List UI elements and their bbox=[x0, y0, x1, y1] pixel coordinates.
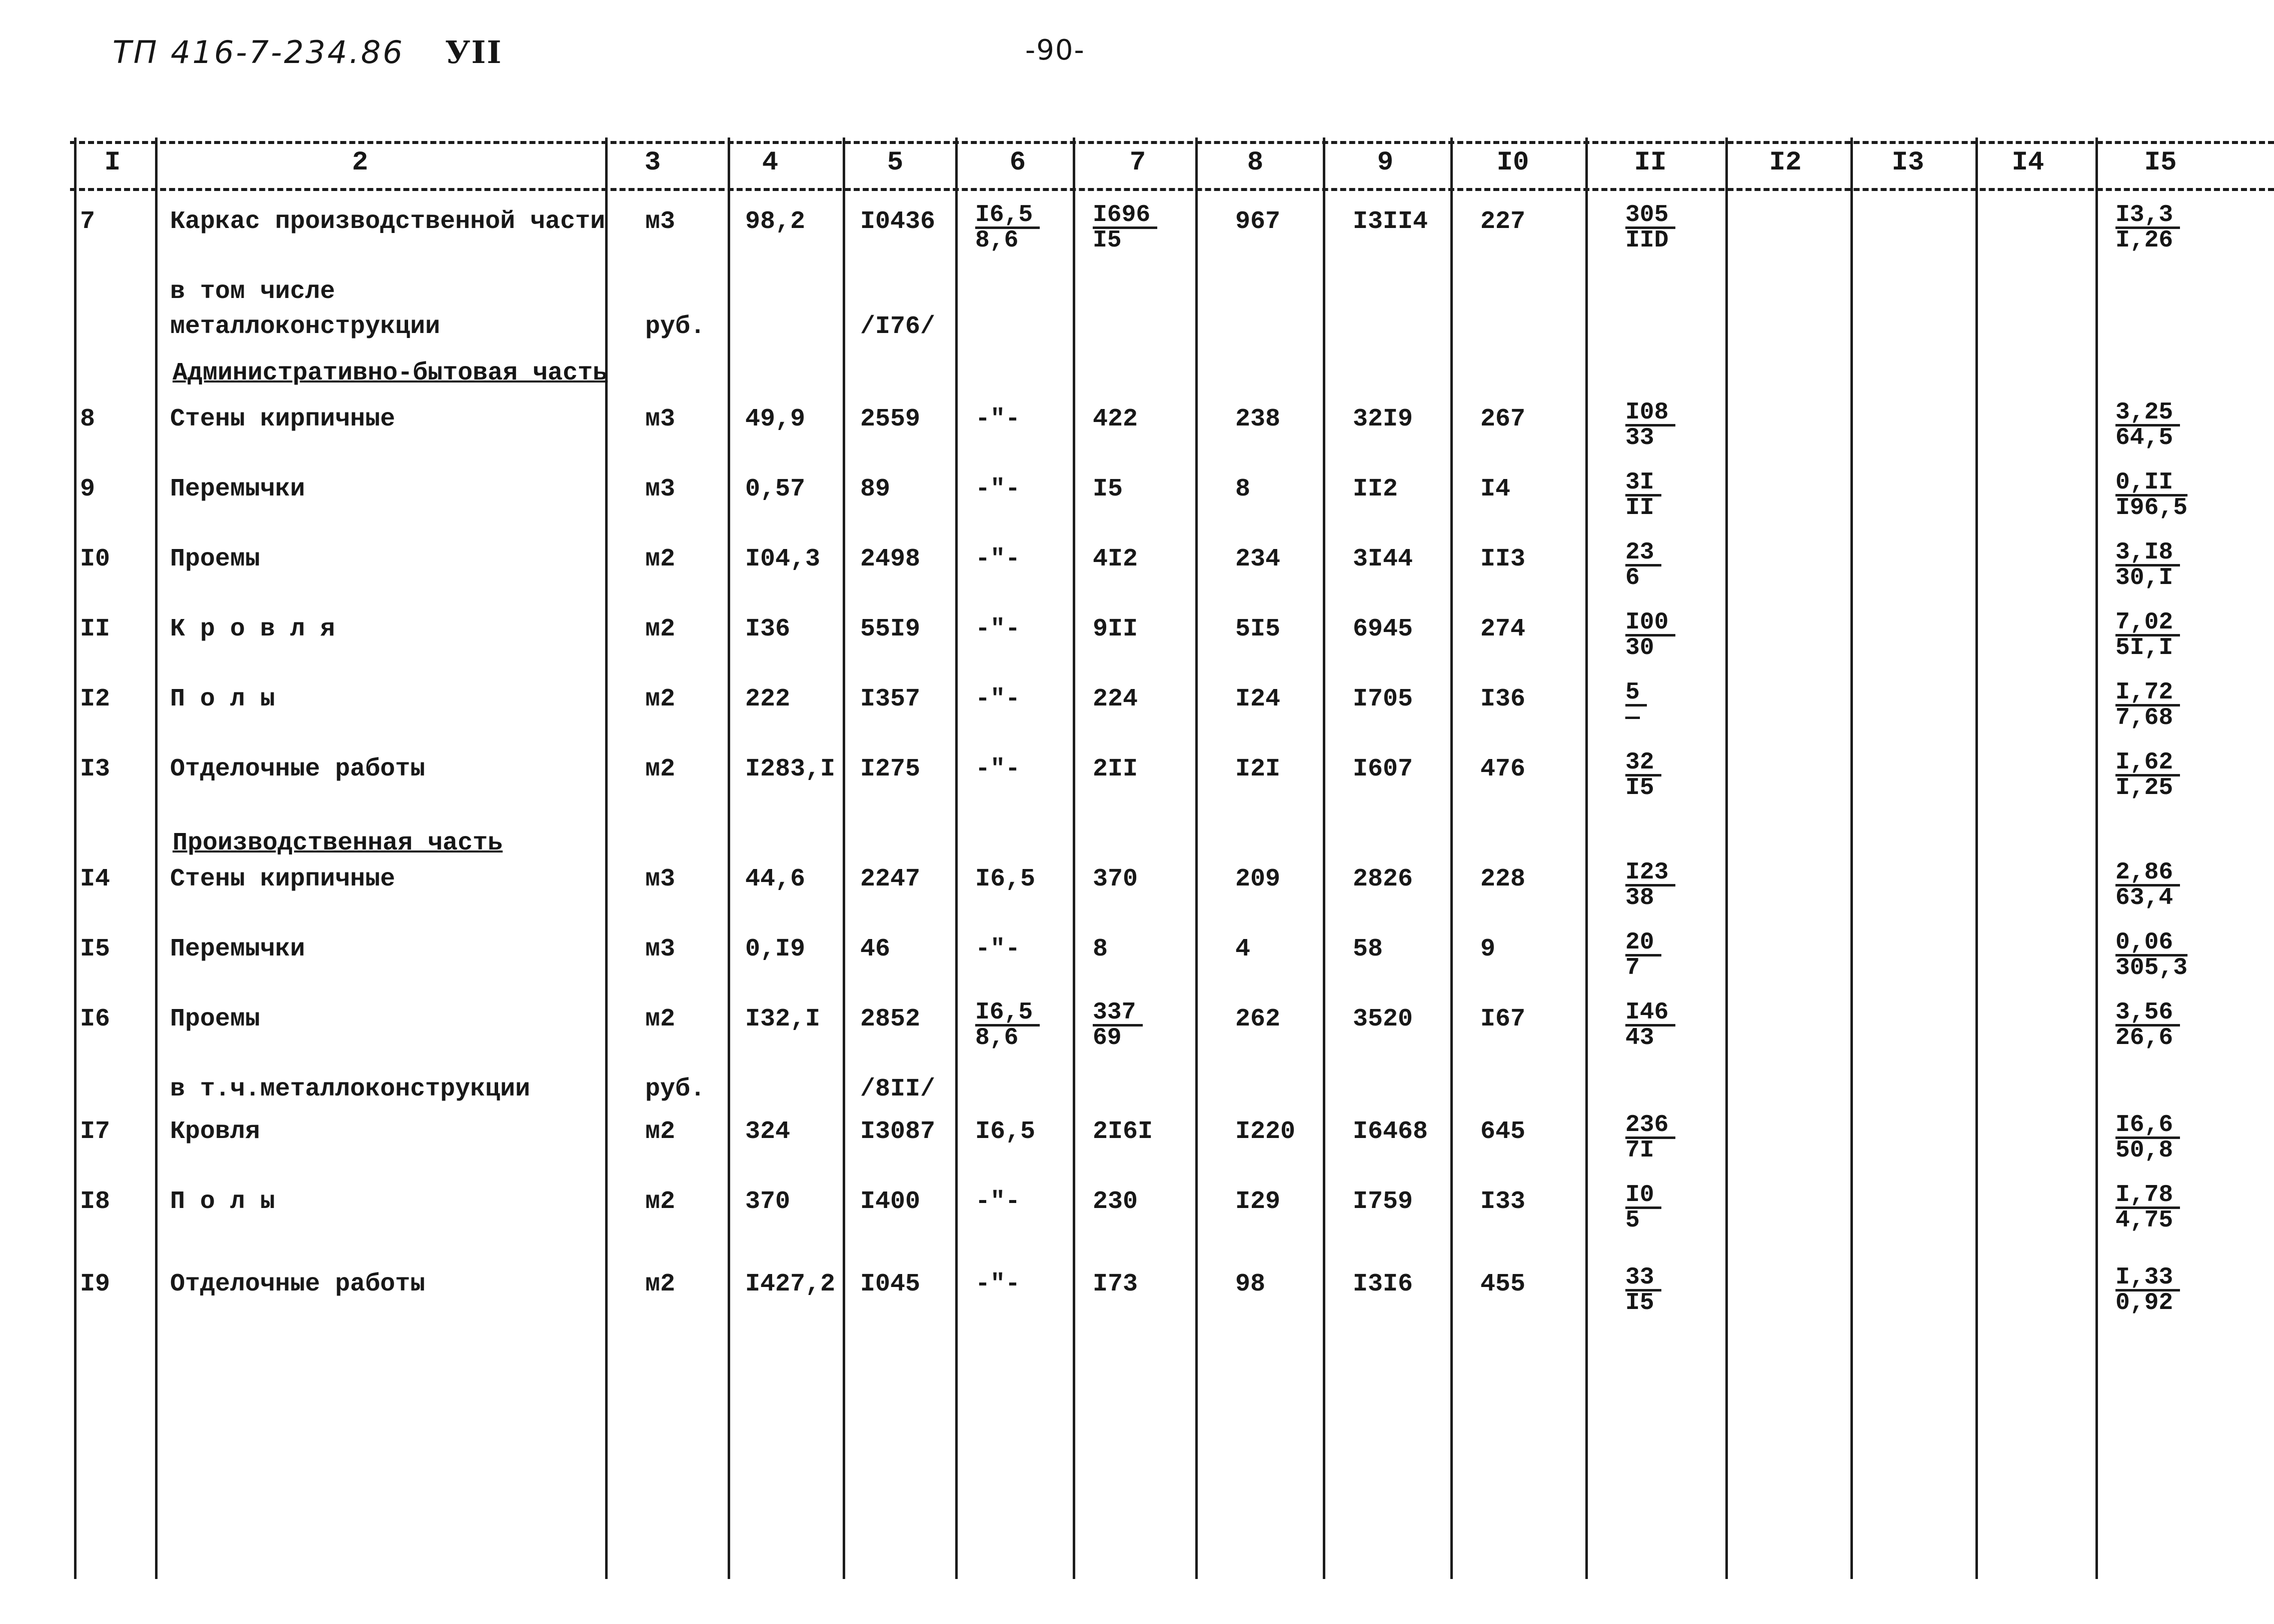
table-cell: 4 bbox=[1235, 935, 1251, 964]
column-rule bbox=[1725, 138, 1728, 1579]
table-cell: -"- bbox=[975, 615, 1021, 644]
fraction-denominator: 63,4 bbox=[2115, 884, 2173, 912]
fraction-denominator: 8,6 bbox=[975, 227, 1019, 254]
fraction-cell bbox=[1625, 471, 1661, 520]
fraction-numerator: 33 bbox=[1625, 1266, 1661, 1292]
table-cell: 227 bbox=[1480, 208, 1526, 236]
fraction-numerator: 5 bbox=[1625, 681, 1647, 706]
table-cell: I0436 bbox=[860, 208, 936, 236]
table-cell: I5 bbox=[1093, 475, 1123, 504]
row-unit: м3 bbox=[645, 405, 676, 434]
row-name: Проемы bbox=[170, 545, 261, 574]
fraction-cell bbox=[1625, 931, 1661, 980]
table-cell: I607 bbox=[1353, 755, 1413, 784]
table-cell: 476 bbox=[1480, 755, 1526, 784]
table-cell: 8 bbox=[1093, 935, 1108, 964]
fraction-cell bbox=[1093, 1001, 1143, 1050]
table-cell: I36 bbox=[745, 615, 791, 644]
table-cell: II3 bbox=[1480, 545, 1526, 574]
column-rule bbox=[1850, 138, 1853, 1579]
table-cell: I2I bbox=[1235, 755, 1281, 784]
fraction-numerator: 0,06 bbox=[2115, 931, 2187, 956]
table-cell: I427,2 bbox=[745, 1270, 836, 1298]
row-unit: м2 bbox=[645, 755, 676, 784]
table-cell: 370 bbox=[745, 1188, 791, 1216]
row-number: I8 bbox=[80, 1188, 111, 1216]
fraction-numerator: 0,II bbox=[2115, 471, 2187, 496]
table-cell: I36 bbox=[1480, 685, 1526, 714]
section-title-admin: Административно-бытовая часть bbox=[173, 359, 608, 388]
row-unit: м2 bbox=[645, 545, 676, 574]
column-rule bbox=[955, 138, 958, 1579]
row-unit: м2 bbox=[645, 615, 676, 644]
fraction-numerator: 337 bbox=[1093, 1001, 1143, 1026]
fraction-denominator: 7I bbox=[1625, 1137, 1654, 1164]
fraction-denominator: 64,5 bbox=[2115, 424, 2173, 452]
fraction-cell bbox=[2115, 681, 2180, 730]
fraction-numerator: I,72 bbox=[2115, 681, 2180, 706]
table-cell: 230 bbox=[1093, 1188, 1138, 1216]
row-name: Проемы bbox=[170, 1005, 261, 1034]
row-number: I6 bbox=[80, 1005, 111, 1034]
table-cell: 267 bbox=[1480, 405, 1526, 434]
table-cell: I67 bbox=[1480, 1005, 1526, 1034]
fraction-denominator: 4,75 bbox=[2115, 1207, 2173, 1234]
fraction-denominator: 43 bbox=[1625, 1024, 1654, 1052]
row-name: металлоконструкции bbox=[170, 312, 441, 341]
table-cell: I3087 bbox=[860, 1118, 936, 1146]
table-cell: 3520 bbox=[1353, 1005, 1413, 1034]
table-cell: II2 bbox=[1353, 475, 1398, 504]
column-number: I bbox=[104, 148, 121, 178]
table-cell: -"- bbox=[975, 1188, 1021, 1216]
table-cell: I3I6 bbox=[1353, 1270, 1413, 1298]
fraction-denominator: 7 bbox=[1625, 954, 1640, 982]
column-number: I5 bbox=[2144, 148, 2177, 178]
table-cell: 46 bbox=[860, 935, 891, 964]
table-cell: 455 bbox=[1480, 1270, 1526, 1298]
fraction-numerator: I,33 bbox=[2115, 1266, 2180, 1292]
fraction-denominator: — bbox=[1625, 704, 1640, 732]
fraction-cell bbox=[975, 204, 1040, 252]
document-code: ТП 416-7-234.86 bbox=[113, 34, 405, 70]
fraction-numerator: I6,5 bbox=[975, 204, 1040, 229]
column-number: 3 bbox=[644, 148, 661, 178]
fraction-denominator: 69 bbox=[1093, 1024, 1122, 1052]
fraction-numerator: 3,25 bbox=[2115, 401, 2180, 426]
row-unit: м3 bbox=[645, 208, 676, 236]
row-unit: м2 bbox=[645, 1005, 676, 1034]
table-cell: I04,3 bbox=[745, 545, 821, 574]
column-rule bbox=[605, 138, 608, 1579]
row-name: Стены кирпичные bbox=[170, 865, 396, 894]
table-cell: -"- bbox=[975, 475, 1021, 504]
fraction-cell bbox=[1625, 1266, 1661, 1314]
row-number: II bbox=[80, 615, 111, 644]
fraction-denominator: 5 bbox=[1625, 1207, 1640, 1234]
table-cell: I275 bbox=[860, 755, 921, 784]
fraction-cell bbox=[1625, 751, 1661, 800]
row-number: I5 bbox=[80, 935, 111, 964]
table-cell: 2826 bbox=[1353, 865, 1413, 894]
fraction-denominator: 305,3 bbox=[2115, 954, 2188, 982]
table-cell: I759 bbox=[1353, 1188, 1413, 1216]
table-cell: I357 bbox=[860, 685, 921, 714]
table-cell: I705 bbox=[1353, 685, 1413, 714]
fraction-cell bbox=[1625, 681, 1647, 730]
table-cell: -"- bbox=[975, 755, 1021, 784]
fraction-denominator: 7,68 bbox=[2115, 704, 2173, 732]
table-cell: 32I9 bbox=[1353, 405, 1413, 434]
table-cell: 58 bbox=[1353, 935, 1383, 964]
fraction-denominator: 33 bbox=[1625, 424, 1654, 452]
column-number: 5 bbox=[887, 148, 904, 178]
column-number: 6 bbox=[1009, 148, 1026, 178]
fraction-denominator: I5 bbox=[1093, 227, 1122, 254]
column-number: 8 bbox=[1247, 148, 1264, 178]
row-unit: м2 bbox=[645, 1270, 676, 1298]
fraction-denominator: 38 bbox=[1625, 884, 1654, 912]
fraction-numerator: 2,86 bbox=[2115, 861, 2180, 886]
fraction-numerator: 3I bbox=[1625, 471, 1661, 496]
fraction-denominator: 30 bbox=[1625, 634, 1654, 662]
row-number: I7 bbox=[80, 1118, 111, 1146]
fraction-numerator: I,62 bbox=[2115, 751, 2180, 776]
fraction-numerator: 3,I8 bbox=[2115, 541, 2180, 566]
table-cell: 222 bbox=[745, 685, 791, 714]
fraction-numerator: I6,6 bbox=[2115, 1114, 2180, 1139]
fraction-denominator: 5I,I bbox=[2115, 634, 2173, 662]
fraction-cell bbox=[1625, 861, 1675, 910]
fraction-cell bbox=[2115, 401, 2180, 450]
fraction-numerator: I0 bbox=[1625, 1184, 1661, 1209]
row-name: Кровля bbox=[170, 1118, 261, 1146]
table-cell: 2498 bbox=[860, 545, 921, 574]
fraction-numerator: 20 bbox=[1625, 931, 1661, 956]
table-cell: I6,5 bbox=[975, 865, 1036, 894]
column-number: I2 bbox=[1769, 148, 1802, 178]
fraction-cell bbox=[1625, 1001, 1675, 1050]
table-cell: 645 bbox=[1480, 1118, 1526, 1146]
column-rule bbox=[1450, 138, 1453, 1579]
row-number: 9 bbox=[80, 475, 96, 504]
fraction-denominator: I,26 bbox=[2115, 227, 2173, 254]
table-cell: 9II bbox=[1093, 615, 1138, 644]
table-cell: I3II4 bbox=[1353, 208, 1428, 236]
table-cell: -"- bbox=[975, 405, 1021, 434]
row-name: Перемычки bbox=[170, 935, 306, 964]
column-rule bbox=[74, 138, 77, 1579]
row-number: I4 bbox=[80, 865, 111, 894]
fraction-numerator: I3,3 bbox=[2115, 204, 2180, 229]
column-rule bbox=[1195, 138, 1198, 1579]
table-cell: 98 bbox=[1235, 1270, 1266, 1298]
fraction-cell bbox=[1625, 611, 1675, 660]
row-name: Отделочные работы bbox=[170, 1270, 426, 1298]
row-number: I3 bbox=[80, 755, 111, 784]
fraction-numerator: I696 bbox=[1093, 204, 1157, 229]
table-cell: 8 bbox=[1235, 475, 1251, 504]
column-rule bbox=[1073, 138, 1075, 1579]
fraction-numerator: I46 bbox=[1625, 1001, 1675, 1026]
fraction-numerator: 32 bbox=[1625, 751, 1661, 776]
table-cell: 98,2 bbox=[745, 208, 806, 236]
fraction-denominator: I5 bbox=[1625, 774, 1654, 802]
table-cell: 89 bbox=[860, 475, 891, 504]
fraction-cell bbox=[2115, 751, 2180, 800]
row-number: 7 bbox=[80, 208, 96, 236]
row-name: в т.ч.металлоконструкции bbox=[170, 1075, 531, 1104]
fraction-numerator: 23 bbox=[1625, 541, 1661, 566]
fraction-numerator: I,78 bbox=[2115, 1184, 2180, 1209]
row-name: П о л ы bbox=[170, 685, 276, 714]
fraction-numerator: 3,56 bbox=[2115, 1001, 2180, 1026]
fraction-cell bbox=[2115, 1114, 2180, 1162]
table-cell: 370 bbox=[1093, 865, 1138, 894]
column-number: 7 bbox=[1129, 148, 1146, 178]
table-cell: 0,I9 bbox=[745, 935, 806, 964]
table-cell: 5I5 bbox=[1235, 615, 1281, 644]
column-rule bbox=[2095, 138, 2098, 1579]
header-top-rule bbox=[70, 141, 2274, 144]
row-unit: м3 bbox=[645, 475, 676, 504]
row-unit: руб. bbox=[645, 312, 706, 341]
table-cell: 224 bbox=[1093, 685, 1138, 714]
fraction-cell bbox=[1625, 401, 1675, 450]
fraction-cell bbox=[2115, 1001, 2180, 1050]
column-rule bbox=[155, 138, 158, 1579]
row-unit: руб. bbox=[645, 1075, 706, 1104]
table-cell: -"- bbox=[975, 935, 1021, 964]
row-unit: м2 bbox=[645, 1118, 676, 1146]
table-cell: 967 bbox=[1235, 208, 1281, 236]
fraction-cell bbox=[1625, 541, 1661, 590]
table-cell: 324 bbox=[745, 1118, 791, 1146]
section-title-production: Производственная часть bbox=[173, 829, 503, 858]
fraction-cell bbox=[2115, 931, 2187, 980]
column-number: 2 bbox=[352, 148, 369, 178]
fraction-cell bbox=[2115, 611, 2180, 660]
column-number: II bbox=[1634, 148, 1667, 178]
row-name: К р о в л я bbox=[170, 615, 336, 644]
fraction-cell bbox=[975, 1001, 1040, 1050]
column-rule bbox=[728, 138, 730, 1579]
fraction-cell bbox=[1625, 1184, 1661, 1232]
table-cell: 274 bbox=[1480, 615, 1526, 644]
fraction-numerator: I00 bbox=[1625, 611, 1675, 636]
fraction-cell bbox=[2115, 541, 2180, 590]
fraction-denominator: 26,6 bbox=[2115, 1024, 2173, 1052]
table-cell: 6945 bbox=[1353, 615, 1413, 644]
row-name: Каркас производственной части bbox=[170, 208, 606, 236]
table-cell: 3I44 bbox=[1353, 545, 1413, 574]
table-cell: I045 bbox=[860, 1270, 921, 1298]
row-name: Стены кирпичные bbox=[170, 405, 396, 434]
fraction-numerator: I23 bbox=[1625, 861, 1675, 886]
table-cell: 2852 bbox=[860, 1005, 921, 1034]
table-cell: 44,6 bbox=[745, 865, 806, 894]
table-cell: I220 bbox=[1235, 1118, 1296, 1146]
column-rule bbox=[843, 138, 845, 1579]
table-cell: I24 bbox=[1235, 685, 1281, 714]
table-cell: 209 bbox=[1235, 865, 1281, 894]
table-cell: I33 bbox=[1480, 1188, 1526, 1216]
table-cell: I6,5 bbox=[975, 1118, 1036, 1146]
row-unit: м2 bbox=[645, 1188, 676, 1216]
fraction-denominator: I96,5 bbox=[2115, 494, 2188, 522]
fraction-denominator: 30,I bbox=[2115, 564, 2173, 592]
row-name: П о л ы bbox=[170, 1188, 276, 1216]
column-rule bbox=[1975, 138, 1978, 1579]
table-cell: I32,I bbox=[745, 1005, 821, 1034]
table-cell: 4I2 bbox=[1093, 545, 1138, 574]
table-cell: /8II/ bbox=[860, 1075, 936, 1104]
column-number: I3 bbox=[1891, 148, 1924, 178]
fraction-cell bbox=[2115, 204, 2180, 252]
fraction-denominator: I5 bbox=[1625, 1290, 1654, 1316]
column-number: 4 bbox=[762, 148, 779, 178]
document-section: УII bbox=[445, 34, 503, 70]
column-number: 9 bbox=[1377, 148, 1394, 178]
row-name: Отделочные работы bbox=[170, 755, 426, 784]
fraction-cell bbox=[2115, 1184, 2180, 1232]
row-number: I2 bbox=[80, 685, 111, 714]
table-cell: -"- bbox=[975, 685, 1021, 714]
table-cell: 2II bbox=[1093, 755, 1138, 784]
fraction-numerator: I6,5 bbox=[975, 1001, 1040, 1026]
table-cell: 2247 bbox=[860, 865, 921, 894]
row-number: I9 bbox=[80, 1270, 111, 1298]
fraction-cell bbox=[2115, 471, 2187, 520]
fraction-denominator: IID bbox=[1625, 227, 1669, 254]
fraction-cell bbox=[1093, 204, 1157, 252]
table-cell: 262 bbox=[1235, 1005, 1281, 1034]
fraction-cell bbox=[1625, 204, 1675, 252]
table-cell: -"- bbox=[975, 545, 1021, 574]
fraction-cell bbox=[2115, 1266, 2180, 1314]
column-rule bbox=[1585, 138, 1588, 1579]
table-cell: I29 bbox=[1235, 1188, 1281, 1216]
table-cell: I4 bbox=[1480, 475, 1511, 504]
fraction-numerator: 305 bbox=[1625, 204, 1675, 229]
fraction-cell bbox=[1625, 1114, 1675, 1162]
fraction-numerator: I08 bbox=[1625, 401, 1675, 426]
table-cell: 422 bbox=[1093, 405, 1138, 434]
table-cell: 234 bbox=[1235, 545, 1281, 574]
fraction-denominator: 50,8 bbox=[2115, 1137, 2173, 1164]
table-cell: I283,I bbox=[745, 755, 836, 784]
table-cell: 55I9 bbox=[860, 615, 921, 644]
table-cell: 2I6I bbox=[1093, 1118, 1153, 1146]
header-bottom-rule bbox=[70, 188, 2274, 191]
page-number: -90- bbox=[1025, 34, 1085, 66]
row-number: I0 bbox=[80, 545, 111, 574]
table-cell: /I76/ bbox=[860, 312, 936, 341]
table-cell: I6468 bbox=[1353, 1118, 1428, 1146]
fraction-numerator: 7,02 bbox=[2115, 611, 2180, 636]
fraction-numerator: 236 bbox=[1625, 1114, 1675, 1139]
column-rule bbox=[1323, 138, 1325, 1579]
column-number: I0 bbox=[1496, 148, 1529, 178]
table-cell: -"- bbox=[975, 1270, 1021, 1298]
row-number: 8 bbox=[80, 405, 96, 434]
row-unit: м2 bbox=[645, 685, 676, 714]
row-name: Перемычки bbox=[170, 475, 306, 504]
column-number: I4 bbox=[2011, 148, 2044, 178]
table-cell: 49,9 bbox=[745, 405, 806, 434]
table-cell: 238 bbox=[1235, 405, 1281, 434]
table-cell: I400 bbox=[860, 1188, 921, 1216]
table-cell: 0,57 bbox=[745, 475, 806, 504]
table-cell: I73 bbox=[1093, 1270, 1138, 1298]
table-cell: 2559 bbox=[860, 405, 921, 434]
fraction-denominator: II bbox=[1625, 494, 1654, 522]
table-cell: 228 bbox=[1480, 865, 1526, 894]
fraction-denominator: 8,6 bbox=[975, 1024, 1019, 1052]
fraction-denominator: I,25 bbox=[2115, 774, 2173, 802]
row-name: в том числе bbox=[170, 278, 336, 306]
table-cell: 9 bbox=[1480, 935, 1496, 964]
fraction-denominator: 6 bbox=[1625, 564, 1640, 592]
row-unit: м3 bbox=[645, 865, 676, 894]
fraction-denominator: 0,92 bbox=[2115, 1290, 2173, 1316]
fraction-cell bbox=[2115, 861, 2180, 910]
row-unit: м3 bbox=[645, 935, 676, 964]
